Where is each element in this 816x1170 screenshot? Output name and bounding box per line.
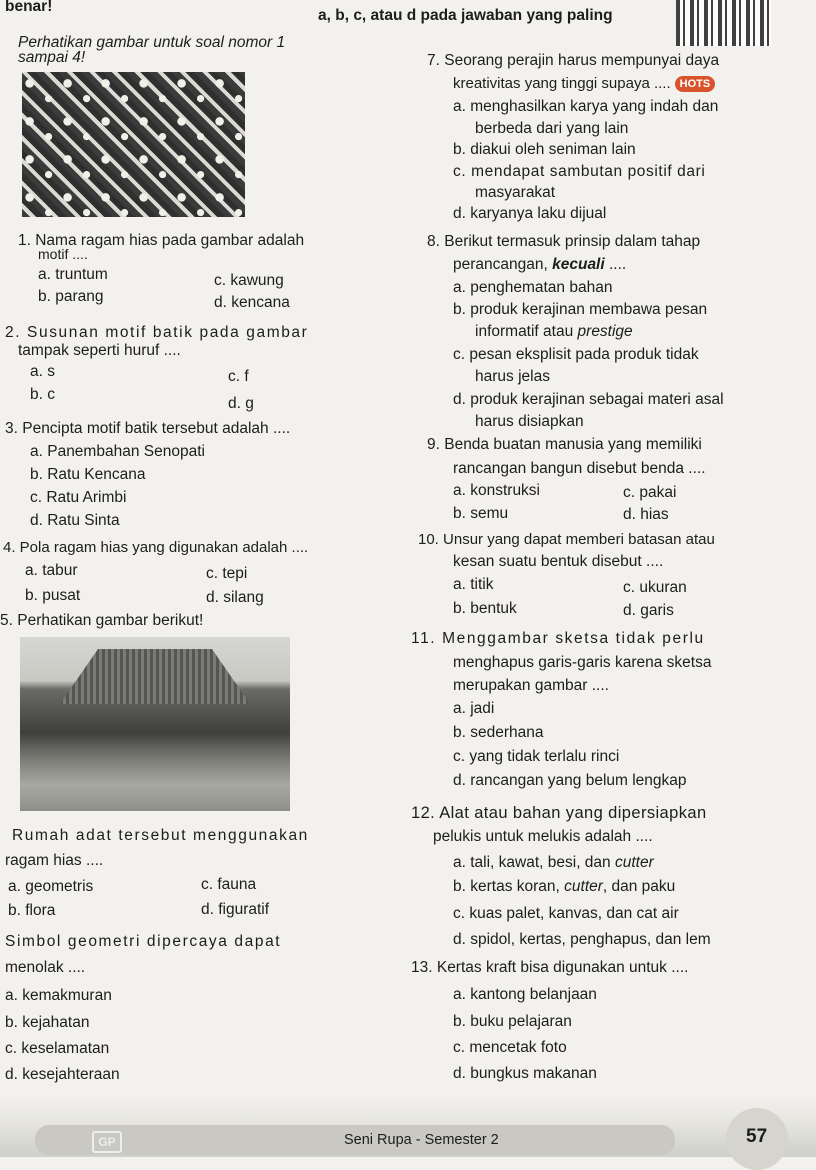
q11-option-c[interactable]: c. yang tidak terlalu rinci <box>453 748 620 765</box>
q6-stem-2: menolak .... <box>5 959 86 976</box>
q9-option-b[interactable]: b. semu <box>453 505 509 522</box>
q7-stem-2: kreativitas yang tinggi supaya .... HOTS <box>453 73 715 94</box>
qr-code-icon[interactable] <box>676 0 771 46</box>
q1-stem-2: motif .... <box>38 246 88 262</box>
q3-option-a[interactable]: a. Panembahan Senopati <box>30 443 205 460</box>
q10-option-b[interactable]: b. bentuk <box>453 600 517 617</box>
q11-option-a[interactable]: a. jadi <box>453 700 495 717</box>
q4-option-d[interactable]: d. silang <box>206 589 264 606</box>
q5-option-c[interactable]: c. fauna <box>201 876 257 893</box>
q4-stem: 4. Pola ragam hias yang digunakan adalah .... <box>3 539 309 556</box>
q8-option-b[interactable]: b. produk kerajinan membawa pesan <box>453 301 708 318</box>
q4-option-a[interactable]: a. tabur <box>25 562 78 579</box>
q11-option-d[interactable]: d. rancangan yang belum lengkap <box>453 772 687 789</box>
q1-option-b[interactable]: b. parang <box>38 288 104 305</box>
q7-option-a[interactable]: a. menghasilkan karya yang indah dan <box>453 98 719 115</box>
q6-stem: Simbol geometri dipercaya dapat <box>5 933 282 950</box>
q5-option-d[interactable]: d. figuratif <box>201 901 270 918</box>
q8-stem: 8. Berikut termasuk prinsip dalam tahap <box>427 233 701 250</box>
q8-stem-2: perancangan, kecuali .... <box>453 256 627 273</box>
q8-option-c-2: harus jelas <box>475 368 550 385</box>
q13-stem: 13. Kertas kraft bisa digunakan untuk .... <box>411 959 689 976</box>
header-left: benar! <box>5 0 53 15</box>
q5-option-b[interactable]: b. flora <box>8 902 56 919</box>
q2-option-a[interactable]: a. s <box>30 363 55 380</box>
q11-stem-3: merupakan gambar .... <box>453 677 609 694</box>
q7-option-c[interactable]: c. mendapat sambutan positif dari <box>453 163 706 180</box>
q9-stem: 9. Benda buatan manusia yang memiliki <box>427 436 702 453</box>
q12-option-b[interactable]: b. kertas koran, cutter, dan paku <box>453 878 676 895</box>
q8-option-b-2: informatif atau prestige <box>475 323 633 340</box>
q10-option-d[interactable]: d. garis <box>623 602 674 619</box>
q5-option-a[interactable]: a. geometris <box>8 878 94 895</box>
q8-option-d-2: harus disiapkan <box>475 413 584 430</box>
q7-option-d[interactable]: d. karyanya laku dijual <box>453 205 607 222</box>
q6-option-b[interactable]: b. kejahatan <box>5 1014 90 1031</box>
q10-option-a[interactable]: a. titik <box>453 576 494 593</box>
q8-option-c[interactable]: c. pesan eksplisit pada produk tidak <box>453 346 699 363</box>
q13-option-b[interactable]: b. buku pelajaran <box>453 1013 572 1030</box>
q5-stem: 5. Perhatikan gambar berikut! <box>0 612 204 629</box>
q9-stem-2: rancangan bangun disebut benda .... <box>453 460 706 477</box>
q13-option-a[interactable]: a. kantong belanjaan <box>453 986 597 1003</box>
batik-image <box>22 72 245 217</box>
q7-option-a-2: berbeda dari yang lain <box>475 120 629 137</box>
q12-option-c[interactable]: c. kuas palet, kanvas, dan cat air <box>453 905 679 922</box>
q7-option-c-2: masyarakat <box>475 184 556 201</box>
q1-option-d[interactable]: d. kencana <box>214 294 290 311</box>
page-number: 57 <box>746 1126 768 1147</box>
q13-option-c[interactable]: c. mencetak foto <box>453 1039 567 1056</box>
q6-option-d[interactable]: d. kesejahteraan <box>5 1066 120 1083</box>
traditional-house-image <box>20 637 290 811</box>
q4-option-b[interactable]: b. pusat <box>25 587 81 604</box>
q13-option-d[interactable]: d. bungkus makanan <box>453 1065 597 1082</box>
q3-option-c[interactable]: c. Ratu Arimbi <box>30 489 127 506</box>
intro-line-2: sampai 4! <box>18 49 86 66</box>
q5-after-1: Rumah adat tersebut menggunakan <box>12 827 309 844</box>
q11-stem-2: menghapus garis-garis karena sketsa <box>453 654 712 671</box>
q8-option-a[interactable]: a. penghematan bahan <box>453 279 613 296</box>
q1-option-c[interactable]: c. kawung <box>214 272 284 289</box>
q2-option-d[interactable]: d. g <box>228 395 254 412</box>
q9-option-c[interactable]: c. pakai <box>623 484 677 501</box>
footer-subject: Seni Rupa - Semester 2 <box>344 1132 499 1148</box>
header-right: a, b, c, atau d pada jawaban yang paling <box>318 7 613 24</box>
q8-option-d[interactable]: d. produk kerajinan sebagai materi asal <box>453 391 724 408</box>
q2-stem-2: tampak seperti huruf .... <box>18 342 181 359</box>
q2-option-b[interactable]: b. c <box>30 386 55 403</box>
q9-option-d[interactable]: d. hias <box>623 506 669 523</box>
q11-option-b[interactable]: b. sederhana <box>453 724 544 741</box>
publisher-logo: GP <box>92 1131 122 1153</box>
q3-option-d[interactable]: d. Ratu Sinta <box>30 512 120 529</box>
q2-option-c[interactable]: c. f <box>228 368 249 385</box>
q7-stem: 7. Seorang perajin harus mempunyai daya <box>427 52 720 69</box>
q6-option-a[interactable]: a. kemakmuran <box>5 987 112 1004</box>
q12-stem-2: pelukis untuk melukis adalah .... <box>433 828 653 845</box>
q10-stem-2: kesan suatu bentuk disebut .... <box>453 553 664 570</box>
q3-option-b[interactable]: b. Ratu Kencana <box>30 466 146 483</box>
q12-stem: 12. Alat atau bahan yang dipersiapkan <box>411 804 707 822</box>
q10-option-c[interactable]: c. ukuran <box>623 579 687 596</box>
q2-stem: 2. Susunan motif batik pada gambar <box>5 324 309 341</box>
q7-option-b[interactable]: b. diakui oleh seniman lain <box>453 141 636 158</box>
q12-option-a[interactable]: a. tali, kawat, besi, dan cutter <box>453 854 654 871</box>
q11-stem: 11. Menggambar sketsa tidak perlu <box>411 630 705 647</box>
q9-option-a[interactable]: a. konstruksi <box>453 482 541 499</box>
q5-after-2: ragam hias .... <box>5 852 104 869</box>
q1-stem: 1. Nama ragam hias pada gambar adalah <box>18 232 305 249</box>
intro-line-1: Perhatikan gambar untuk soal nomor 1 <box>18 34 286 51</box>
q4-option-c[interactable]: c. tepi <box>206 565 248 582</box>
q12-option-d[interactable]: d. spidol, kertas, penghapus, dan lem <box>453 931 711 948</box>
q6-option-c[interactable]: c. keselamatan <box>5 1040 110 1057</box>
q1-option-a[interactable]: a. truntum <box>38 266 108 283</box>
q10-stem: 10. Unsur yang dapat memberi batasan atau <box>418 531 715 548</box>
q3-stem: 3. Pencipta motif batik tersebut adalah .... <box>5 420 291 437</box>
hots-badge: HOTS <box>675 76 716 92</box>
